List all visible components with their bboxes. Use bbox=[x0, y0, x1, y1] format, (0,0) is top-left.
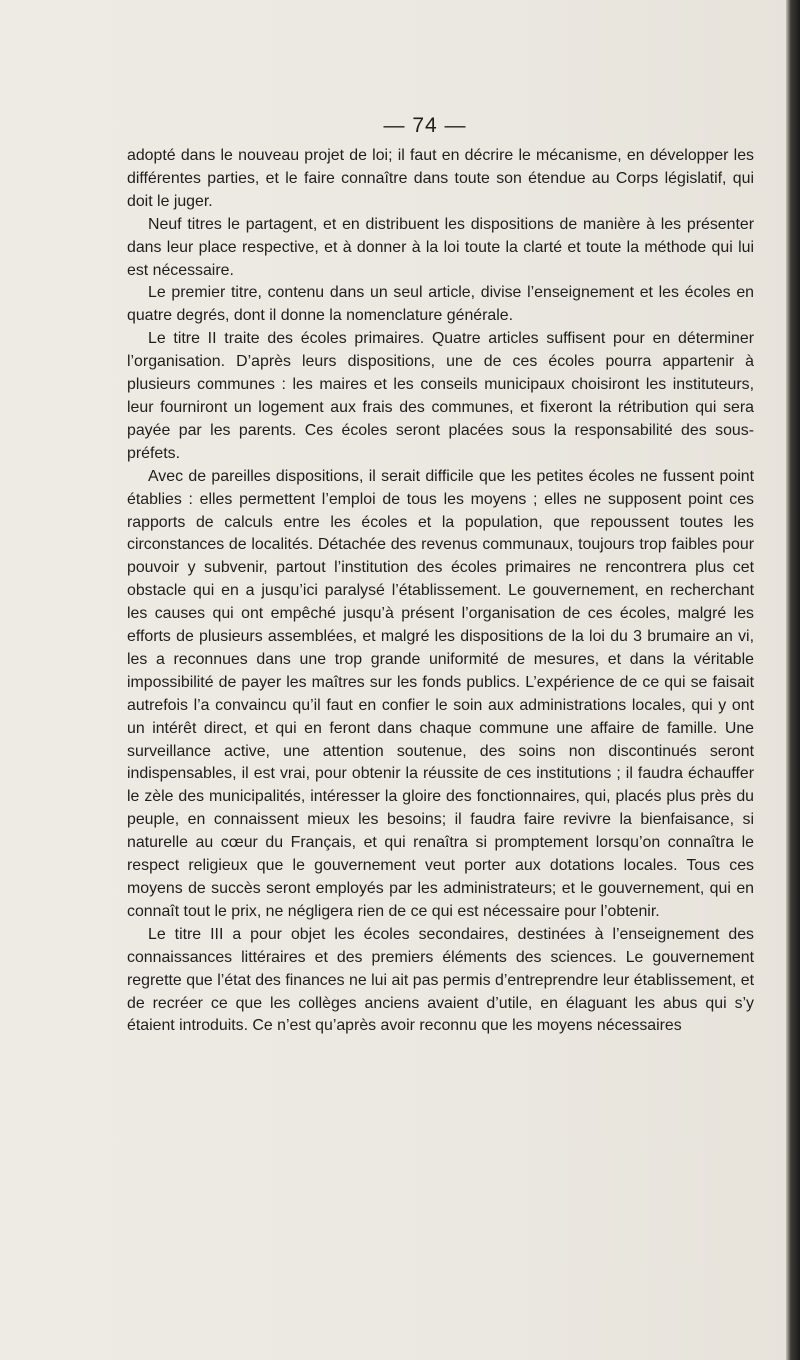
paragraph-1: adopté dans le nouveau projet de loi; il faut en décrire le mécanisme, en développer les différentes parties, et le faire connaître dans toute son étendue au Corps législatif, qui doit le juger. bbox=[127, 147, 754, 210]
page-binding-edge bbox=[786, 0, 800, 1360]
page-number: — 74 — bbox=[383, 114, 467, 137]
paragraph-4: Le titre II traite des écoles primaires. Quatre articles suffisent pour en déterminer l’organisation. D’après leurs dispositions, une de ces écoles pourra appartenir à plusieurs communes : les maires et les conseils municipaux choisiront les instituteurs, leur fourniront un logement aux frais des communes, et fixeront la rétribution qui sera payée par les parents. Ces écoles seront placées sous la responsabilité des sous-préfets. bbox=[127, 330, 754, 462]
paragraph-2: Neuf titres le partagent, et en distribuent les dispositions de manière à les présenter dans leur place respective, et à donner à la loi toute la clarté et toute la méthode qui lui est nécessaire. bbox=[127, 215, 754, 279]
paragraph-6: Le titre III a pour objet les écoles secondaires, destinées à l’enseignement des connaissances littéraires et des premiers éléments des sciences. Le gouvernement regrette que l’état des finances ne lui ait pas permis d’entreprendre leur établissement, et de recréer ce que les collèges anciens avaient d’utile, en élaguant les abus qui s’y étaient introduits. Ce n’est qu’après avoir reconnu que les moyens nécessaires bbox=[127, 925, 754, 1035]
paragraph-5: Avec de pareilles dispositions, il serait difficile que les petites écoles ne fussent point établies : elles permettent l’emploi de tous les moyens ; elles ne supposent point ces rapports de calculs entre les écoles et la population, que repoussent toutes les circonstances de localités. Détachée des revenus communaux, toujours trop faibles pour pouvoir y subvenir, partout l’institution des écoles primaires ne rencontrera plus cet obstacle qui en a jusqu’ici paralysé l’établissement. Le gouvernement, en recherchant les causes qui ont empêché jusqu’à présent l’organisation de ces écoles, malgré les efforts de plusieurs assemblées, et malgré les dispositions de la loi du 3 brumaire an vi, les a reconnues dans une trop grande uniformité de mesures, et dans la véritable impossibilité de payer les maîtres sur les fonds publics. L’expérience de ce qui se faisait autrefois l’a convaincu qu’il faut en confier le soin aux administrations locales, qui y ont un intérêt direct, et qui en feront dans chaque commune une affaire de famille. Une surveillance active, une attention soutenue, des soins non discontinués seront indispensables, il est vrai, pour obtenir la réussite de ces institutions ; il faudra échauffer le zèle des municipalités, intéresser la gloire des fonctionnaires, qui, placés plus près du peuple, en connaissent mieux les besoins; il faudra faire revivre la bienfaisance, si naturelle au cœur du Français, et qui renaîtra si promptement lorsqu’on connaîtra le respect religieux que le gouvernement veut porter aux dotations locales. Tous ces moyens de succès seront employés par les administrateurs; et le gouvernement, qui en connaît tout le prix, ne négligera rien de ce qui est nécessaire pour l’obtenir. bbox=[127, 467, 754, 920]
body-text bbox=[127, 145, 754, 1038]
paragraph-3: Le premier titre, contenu dans un seul article, divise l’enseignement et les écoles en quatre degrés, dont il donne la nomenclature générale. bbox=[127, 284, 754, 325]
